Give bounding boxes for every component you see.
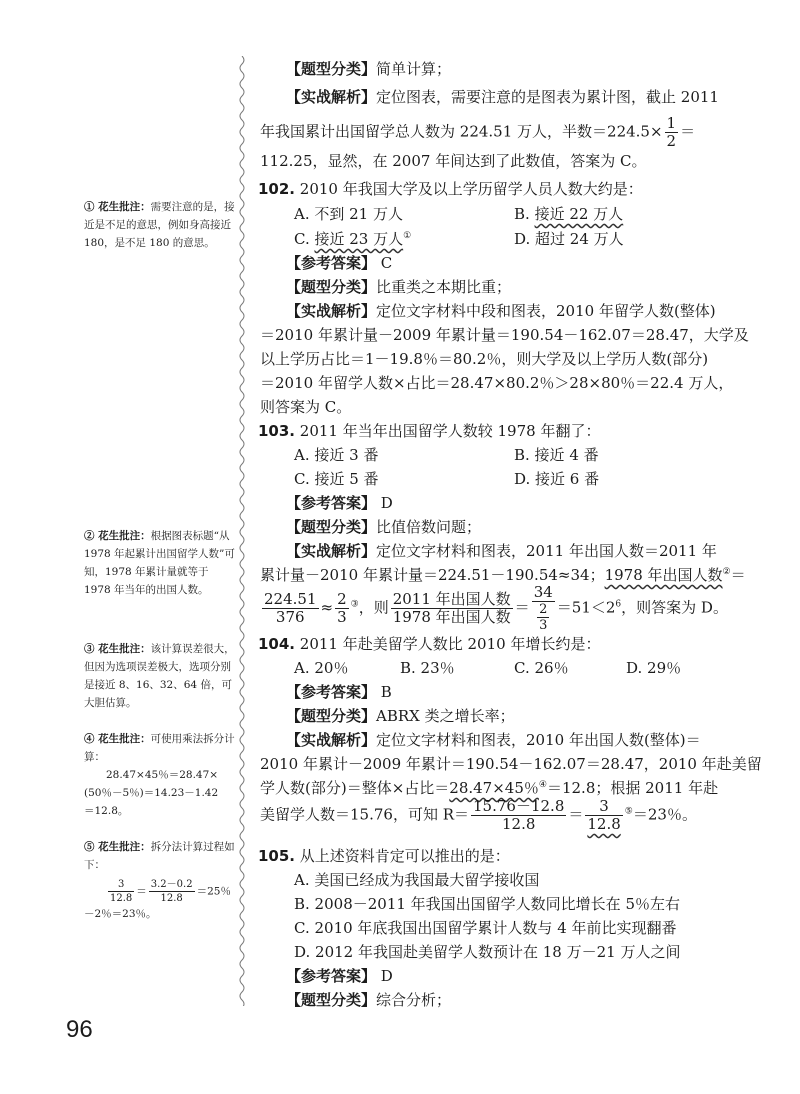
page-number: 96 <box>66 1016 93 1043</box>
question-105: 105. 从上述资料肯定可以推出的是： <box>258 847 510 865</box>
option-d: D. 29％ <box>626 659 682 677</box>
margin-divider <box>237 56 247 1006</box>
fraction: 2011 年出国人数 1978 年出国人数 <box>392 590 511 626</box>
side-note-2 <box>84 527 236 599</box>
type-row: 【题型分类】综合分析； <box>286 991 452 1009</box>
option-d: D. 超过 24 万人 <box>514 230 624 248</box>
option-a: A. 20％ <box>294 659 349 677</box>
note-text: 拆分法计算过程如下： <box>84 841 235 871</box>
analysis-line: 学人数(部分)＝整体×占比＝28.47×45％④＝12.8；根据 2011 年赴 <box>260 779 719 797</box>
type-row: 【题型分类】比值倍数问题； <box>286 518 482 536</box>
type-row: 【题型分类】比重类之本期比重； <box>286 278 512 296</box>
note-calc-line: $\frac{3}{12.8}$ ＝ $\frac{3.2-0.2}{12.8}$ ＝25％ <box>110 879 231 904</box>
fraction: $\frac{34}{\frac{2}{3}}$ <box>533 583 553 633</box>
option-a: A. 接近 3 番 <box>294 446 379 464</box>
note-calc-line: 28.47×45％＝28.47× <box>106 769 219 781</box>
question-104: 104. 2011 年赴美留学人数比 2010 年增长约是： <box>258 635 601 653</box>
fraction: $\frac{1}{2}$ <box>666 114 677 150</box>
option-d: D. 2012 年我国赴美留学人数预计在 18 万－21 万人之间 <box>294 943 681 961</box>
option-c: C. 26％ <box>514 659 569 677</box>
note-text: 根据图表标题“从 1978 年起累计出国留学人数”可知，1978 年累计量就等于 1978 年当年的出国人数。 <box>84 530 235 596</box>
note-label: ⑤ 花生批注： <box>84 841 151 853</box>
note-label: ③ 花生批注： <box>84 643 151 655</box>
option-b: B. 23％ <box>400 659 455 677</box>
analysis-line: ＝2010 年留学人数×占比＝28.47×80.2％＞28×80％＝22.4 万人， <box>260 374 734 392</box>
fraction: $\frac{15.76-12.8}{12.8}$ <box>473 797 565 833</box>
fraction: $\frac{3}{12.8}$ <box>587 797 621 833</box>
option-b: B. 2008－2011 年我国出国留学人数同比增长在 5％左右 <box>294 895 680 913</box>
analysis-line: 年我国累计出国留学总人数为 224.51 万人，半数＝224.5× $\frac{1}{2}$ ＝ <box>260 114 696 150</box>
analysis-line: $\frac{224.51}{376}$ ≈ $\frac{2}{3}$ ③，则 2011 年出国人数 1978 年出国人数 ＝ $\frac{34}{\frac{2}{3}}$ $=51<2^6$，则答案为 D。 <box>264 583 728 633</box>
option-c: C. 2010 年底我国出国留学累计人数与 4 年前比实现翻番 <box>294 919 677 937</box>
note-label: ④ 花生批注： <box>84 733 151 745</box>
side-note-4 <box>84 730 236 820</box>
type-row: 【题型分类】ABRX 类之增长率； <box>286 707 515 725</box>
side-note-1 <box>84 198 236 252</box>
note-calc-line: －2％＝23％。 <box>84 908 157 920</box>
analysis-row: 【实战解析】定位文字材料和图表，2010 年出国人数(整体)＝ <box>286 731 701 749</box>
option-c: C. 接近 5 番 <box>294 470 379 488</box>
analysis-line: 2010 年累计－2009 年累计＝190.54－162.07＝28.47，2010 年赴美留 <box>260 755 762 773</box>
option-a: A. 美国已经成为我国最大留学接收国 <box>294 871 540 889</box>
question-102: 102. 2010 年我国大学及以上学历留学人员人数大约是： <box>258 180 643 198</box>
note-text: 该计算误差很大，但因为选项误差极大，选项分别是接近 8、16、32、64 倍，可大胆估算。 <box>84 643 235 709</box>
analysis-line: ＝2010 年累计量－2009 年累计量＝190.54－162.07＝28.47，大学及 <box>260 326 749 344</box>
analysis-row: 【实战解析】定位图表，需要注意的是图表为累计图，截止 2011 <box>286 88 719 106</box>
option-a: A. 不到 21 万人 <box>294 205 403 223</box>
question-103: 103. 2011 年当年出国留学人数较 1978 年翻了： <box>258 422 601 440</box>
note-text: 可使用乘法拆分计算： <box>84 733 235 763</box>
type-row: 【题型分类】简单计算； <box>286 60 452 78</box>
analysis-line: 则答案为 C。 <box>260 398 352 416</box>
answer-row: 【参考答案】 D <box>286 494 393 512</box>
answer-row: 【参考答案】 B <box>286 683 392 701</box>
option-d: D. 接近 6 番 <box>514 470 600 488</box>
fraction: $\frac{224.51}{376}$ <box>264 590 317 626</box>
analysis-row: 【实战解析】定位文字材料和图表，2011 年出国人数＝2011 年 <box>286 542 717 560</box>
fraction: $\frac{3}{12.8}$ <box>110 879 133 904</box>
option-c: C. 接近 23 万人① <box>294 230 412 248</box>
analysis-line: 累计量－2010 年累计量＝224.51－190.54≈34；1978 年出国人数②＝ <box>260 566 746 584</box>
analysis-row: 【实战解析】定位文字材料中段和图表，2010 年留学人数(整体) <box>286 302 716 320</box>
analysis-line: 以上学历占比＝1－19.8％＝80.2％，则大学及以上学历人数(部分) <box>260 350 709 368</box>
option-b: B. 接近 22 万人 <box>514 205 624 223</box>
note-label: ② 花生批注： <box>84 530 151 542</box>
fraction: $\frac{2}{3}$ <box>337 590 347 626</box>
analysis-line: 112.25，显然，在 2007 年间达到了此数值，答案为 C。 <box>260 152 647 170</box>
fraction: $\frac{2}{3}$ <box>539 602 548 633</box>
note-calc-line: ＝12.8。 <box>84 805 129 817</box>
fraction: $\frac{3.2-0.2}{12.8}$ <box>150 879 193 904</box>
note-calc-line: (50％－5％)＝14.23－1.42 <box>84 787 219 799</box>
note-text: 需要注意的是，接近是不足的意思，例如身高接近 180，是不足 180 的意思。 <box>84 201 235 249</box>
answer-row: 【参考答案】 D <box>286 967 393 985</box>
analysis-line: 美留学人数＝15.76，可知 R＝ $\frac{15.76-12.8}{12.8}$ ＝ $\frac{3}{12.8}$ ⑤＝23％。 <box>260 797 697 833</box>
side-note-3 <box>84 640 236 712</box>
side-note-5 <box>84 838 236 923</box>
option-b: B. 接近 4 番 <box>514 446 599 464</box>
note-label: ① 花生批注： <box>84 201 151 213</box>
answer-row: 【参考答案】 C <box>286 254 393 272</box>
